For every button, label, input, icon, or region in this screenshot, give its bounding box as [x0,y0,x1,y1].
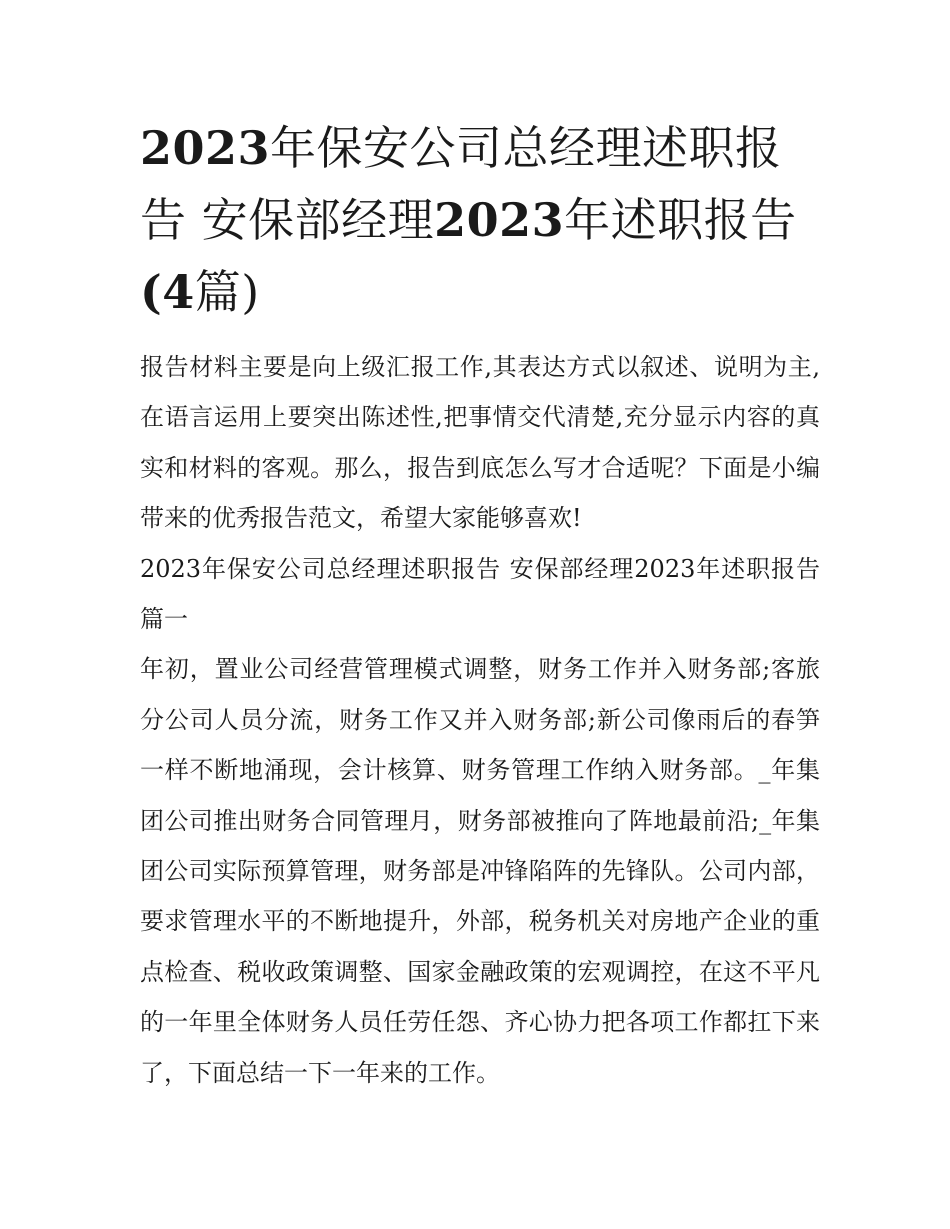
intro-paragraph: 报告材料主要是向上级汇报工作,其表达方式以叙述、说明为主,在语言运用上要突出陈述性,把事情交代清楚,充分显示内容的真实和材料的客观。那么，报告到底怎么写才合适呢？下面是小编带来的优秀报告范文，希望大家能够喜欢! [140,353,820,533]
document-title [140,112,820,328]
document-content [140,112,820,1098]
body-paragraph: 年初，置业公司经营管理模式调整，财务工作并入财务部;客旅分公司人员分流，财务工作又并入财务部;新公司像雨后的春笋一样不断地涌现，会计核算、财务管理工作纳入财务部。_年集团公司推出财务合同管理月，财务部被推向了阵地最前沿;_年集团公司实际预算管理，财务部是冲锋陷阵的先锋队。公司内部，要求管理水平的不断地提升，外部，税务机关对房地产企业的重点检查、税收政策调整、国家金融政策的宏观调控，在这不平凡的一年里全体财务人员任劳任怨、齐心协力把各项工作都扛下来了，下面总结一下一年来的工作。 [140,655,820,1087]
title-text-3: 篇) [194,265,260,319]
title-text-1: 年保安公司总经理述职报告 安保部经理 [140,121,782,247]
title-count: (4 [140,265,195,319]
section-heading: 2023年保安公司总经理述职报告 安保部经理2023年述职报告篇一 [140,554,820,634]
title-year-2: 2023 [434,193,565,247]
title-text-2: 年述职报告 [564,193,797,247]
title-year-1: 2023 [140,121,271,175]
